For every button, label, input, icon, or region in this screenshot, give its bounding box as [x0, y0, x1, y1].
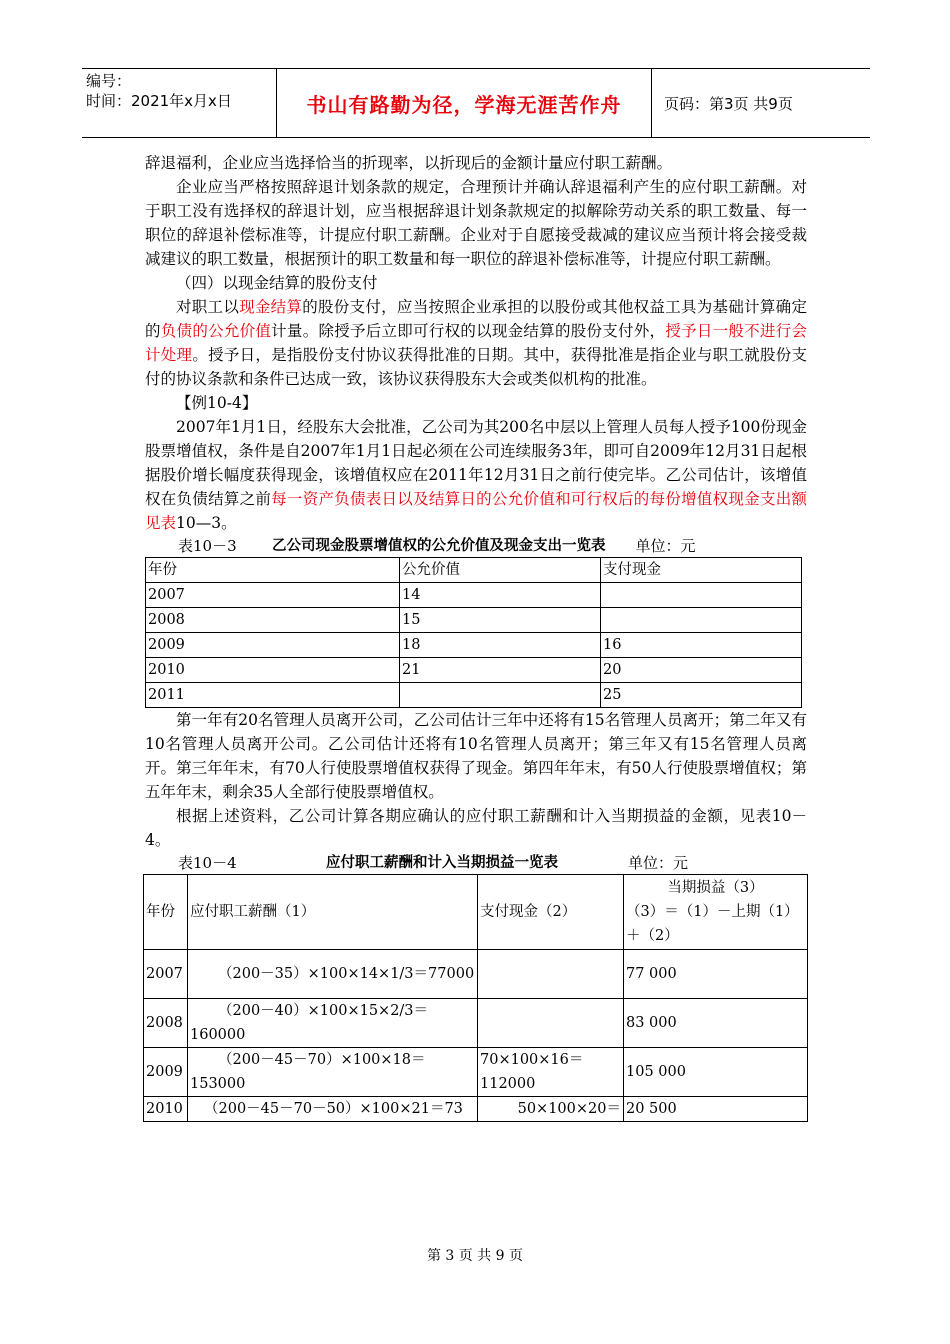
highlight-text: 每一资产负债表日以及结算日的公允价值和可行权后的每份增值权现金支出额见表: [145, 490, 807, 532]
time-label: 时间：2021年x月x日: [86, 92, 232, 110]
table-cell: [478, 999, 624, 1048]
header-cell: 当期损益（3） （3）＝（1）－上期（1）＋（2）: [624, 875, 808, 950]
header-cell: 支付现金: [601, 558, 802, 583]
table-header-row: [146, 558, 802, 583]
table3-title: 乙公司现金股票增值权的公允价值及现金支出一览表: [272, 538, 606, 554]
table-cell: 83 000: [624, 999, 808, 1048]
paragraph: 根据上述资料，乙公司计算各期应确认的应付职工薪酬和计入当期损益的金额，见表10－4。: [145, 807, 807, 849]
table-header-row: [144, 875, 808, 950]
table4-unit: 单位：元: [628, 854, 689, 872]
header-meta: [86, 71, 276, 111]
payroll-table: [143, 874, 808, 1122]
fair-value-table: [145, 557, 802, 708]
header-cell: 支付现金（2）: [478, 875, 624, 950]
table-row: [144, 1048, 808, 1097]
document-body: [145, 151, 807, 1122]
table-cell: （200－45－70－50）×100×21＝73: [188, 1097, 478, 1122]
table4-number: 表10－4: [178, 854, 237, 872]
table-cell: （200－40）×100×15×2/3＝160000: [188, 999, 478, 1048]
table-cell: 2009: [146, 633, 400, 658]
table-row: [144, 1097, 808, 1122]
table-cell: 15: [400, 608, 601, 633]
paragraph: 辞退福利，企业应当选择恰当的折现率，以折现后的金额计量应付职工薪酬。: [145, 154, 673, 172]
table-cell: [601, 608, 802, 633]
table3-caption: [178, 535, 807, 557]
table-cell: [400, 683, 601, 708]
table4-caption: [178, 852, 807, 874]
number-label: 编号：: [86, 72, 132, 90]
table-row: [146, 633, 802, 658]
table-cell: 2007: [144, 950, 188, 999]
table-row: [144, 950, 808, 999]
table-cell: （200－35）×100×14×1/3＝77000: [188, 950, 478, 999]
table-cell: 2010: [144, 1097, 188, 1122]
section-title: （四）以现金结算的股份支付: [176, 274, 378, 292]
table-cell: 2008: [144, 999, 188, 1048]
table-cell: 105 000: [624, 1048, 808, 1097]
table3-unit: 单位：元: [635, 537, 696, 555]
table-cell: 25: [601, 683, 802, 708]
highlight-text: 授予日一般不进行会计处理: [145, 322, 807, 364]
table4-title: 应付职工薪酬和计入当期损益一览表: [326, 855, 558, 871]
table-cell: 50×100×20＝: [478, 1097, 624, 1122]
page-header: [82, 68, 870, 138]
table-row: [146, 583, 802, 608]
highlight-text: 负债的公允价值: [160, 322, 272, 340]
table-cell: （200－45－70）×100×18＝153000: [188, 1048, 478, 1097]
table-cell: [478, 950, 624, 999]
header-cell: 应付职工薪酬（1）: [188, 875, 478, 950]
table-cell: 2008: [146, 608, 400, 633]
header-cell: 公允价值: [400, 558, 601, 583]
header-cell: 年份: [146, 558, 400, 583]
page-indicator: 页码：第3页 共9页: [664, 94, 793, 113]
paragraph: 第一年有20名管理人员离开公司，乙公司估计三年中还将有15名管理人员离开；第二年又有10名管理人员离开公司。乙公司估计还将有10名管理人员离开；第三年又有15名管理人员离开。第三年年末，有70人行使股票增值权获得了现金。第四年年末，有50人行使股票增值权；第五年年末，剩余35人全部行使股票增值权。: [145, 711, 807, 801]
table-cell: 14: [400, 583, 601, 608]
table-row: [146, 658, 802, 683]
table-cell: 77 000: [624, 950, 808, 999]
highlight-text: 现金结算: [239, 298, 303, 316]
table-cell: 2009: [144, 1048, 188, 1097]
paragraph: 对职工以现金结算的股份支付，应当按照企业承担的以股份或其他权益工具为基础计算确定的负债的公允价值计量。除授予后立即可行权的以现金结算的股份支付外，授予日一般不进行会计处理。授予日，是指股份支付协议获得批准的日期。其中，获得批准是指企业与职工就股份支付的协议条款和条件已达成一致，该协议获得股东大会或类似机构的批准。: [145, 298, 807, 388]
header-cell: 年份: [144, 875, 188, 950]
table-cell: 16: [601, 633, 802, 658]
page-footer: 第 3 页 共 9 页: [426, 1248, 524, 1264]
table-cell: 70×100×16＝112000: [478, 1048, 624, 1097]
paragraph: 2007年1月1日，经股东大会批准，乙公司为其200名中层以上管理人员每人授予100份现金股票增值权，条件是自2007年1月1日起必须在公司连续服务3年，即可自2009年12月31日起根据股价增长幅度获得现金，该增值权应在2011年12月31日之前行使完毕。乙公司估计，该增值权在负债结算之前每一资产负债表日以及结算日的公允价值和可行权后的每份增值权现金支出额见表10—3。: [145, 418, 807, 532]
table-cell: 18: [400, 633, 601, 658]
table-row: [144, 999, 808, 1048]
table-row: [146, 683, 802, 708]
table-cell: 20: [601, 658, 802, 683]
table-row: [146, 608, 802, 633]
example-label: 【例10-4】: [176, 394, 258, 412]
table-cell: 21: [400, 658, 601, 683]
header-motto: 书山有路勤为径，学海无涯苦作舟: [276, 69, 652, 137]
paragraph: 企业应当严格按照辞退计划条款的规定，合理预计并确认辞退福利产生的应付职工薪酬。对于职工没有选择权的辞退计划，应当根据辞退计划条款规定的拟解除劳动关系的职工数量、每一职位的辞退补偿标准等，计提应付职工薪酬。企业对于自愿接受裁减的建议应当预计将会接受裁减建议的职工数量，根据预计的职工数量和每一职位的辞退补偿标准等，计提应付职工薪酬。: [145, 178, 807, 268]
table-cell: [601, 583, 802, 608]
table-cell: 2010: [146, 658, 400, 683]
table-cell: 20 500: [624, 1097, 808, 1122]
table3-number: 表10－3: [178, 537, 237, 555]
table-cell: 2011: [146, 683, 400, 708]
table-cell: 2007: [146, 583, 400, 608]
